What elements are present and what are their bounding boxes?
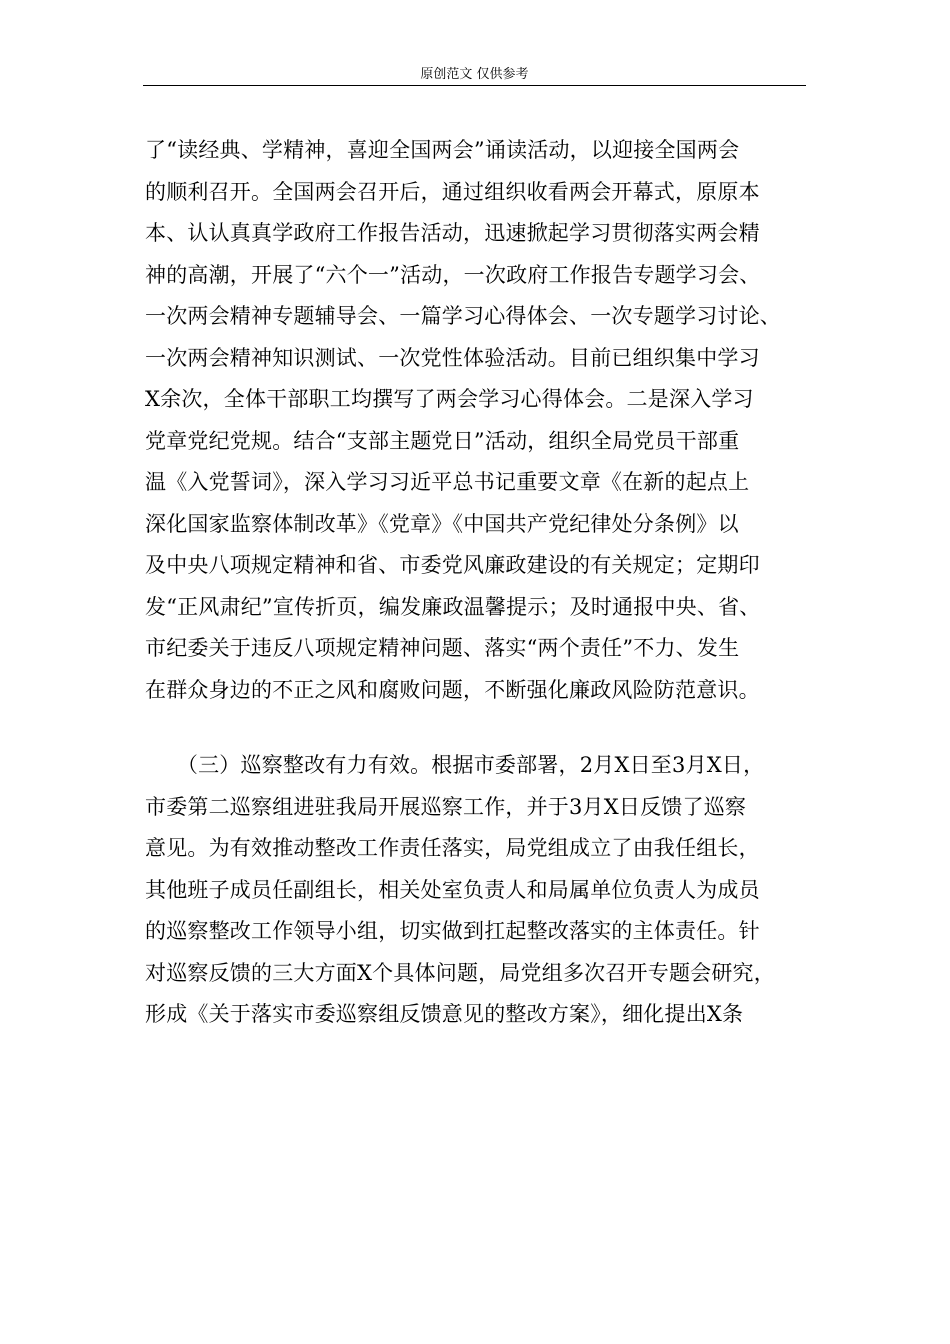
text-line: （三）巡察整改有力有效。根据市委部署，2月X日至3月X日，: [145, 753, 765, 777]
header-divider: [143, 85, 806, 86]
paragraph-1: [145, 130, 815, 711]
text-line: 其他班子成员任副组长，相关处室负责人和局属单位负责人为成员: [145, 877, 760, 902]
page-header: 原创范文 仅供参考: [420, 67, 529, 82]
text-line: 的顺利召开。全国两会召开后，通过组织收看两会开幕式，原原本: [145, 179, 760, 204]
text-line: 市纪委关于违反八项规定精神问题、落实“两个责任”不力、发生: [145, 636, 740, 660]
text-line: 神的高潮，开展了“六个一”活动，一次政府工作报告专题学习会、: [145, 262, 761, 287]
text-line: 意见。为有效推动整改工作责任落实，局党组成立了由我任组长，: [145, 836, 760, 860]
text-line: 深化国家监察体制改革》《党章》《中国共产党纪律处分条例》以: [145, 511, 739, 536]
text-line: 一次两会精神知识测试、一次党性体验活动。目前已组织集中学习: [145, 345, 760, 370]
text-line: 发“正风肃纪”宣传折页，编发廉政温馨提示；及时通报中央、省、: [145, 594, 761, 619]
text-line: 温《入党誓词》，深入学习习近平总书记重要文章《在新的起点上: [145, 470, 750, 494]
text-line: 本、认认真真学政府工作报告活动，迅速掀起学习贯彻落实两会精: [145, 221, 760, 245]
text-line: X余次，全体干部职工均撰写了两会学习心得体会。二是深入学习: [145, 387, 754, 411]
text-line: 党章党纪党规。结合“支部主题党日”活动，组织全局党员干部重: [145, 428, 740, 453]
paragraph-2: [145, 745, 815, 1036]
text-line: 一次两会精神专题辅导会、一篇学习心得体会、一次专题学习讨论、: [145, 304, 781, 328]
text-line: 在群众身边的不正之风和腐败问题，不断强化廉政风险防范意识。: [145, 677, 760, 702]
text-line: 市委第二巡察组进驻我局开展巡察工作，并于3月X日反馈了巡察: [145, 794, 747, 819]
paragraph-spacer: [145, 711, 815, 745]
text-line: 形成《关于落实市委巡察组反馈意见的整改方案》，细化提出X条: [145, 1002, 744, 1026]
text-line: 及中央八项规定精神和省、市委党风廉政建设的有关规定；定期印: [145, 553, 760, 577]
text-line: 了“读经典、学精神，喜迎全国两会”诵读活动，以迎接全国两会: [145, 138, 740, 162]
document-body: [145, 130, 815, 1036]
text-line: 的巡察整改工作领导小组，切实做到扛起整改落实的主体责任。针: [145, 919, 760, 943]
text-line: 对巡察反馈的三大方面X个具体问题，局党组多次召开专题会研究，: [145, 960, 775, 985]
